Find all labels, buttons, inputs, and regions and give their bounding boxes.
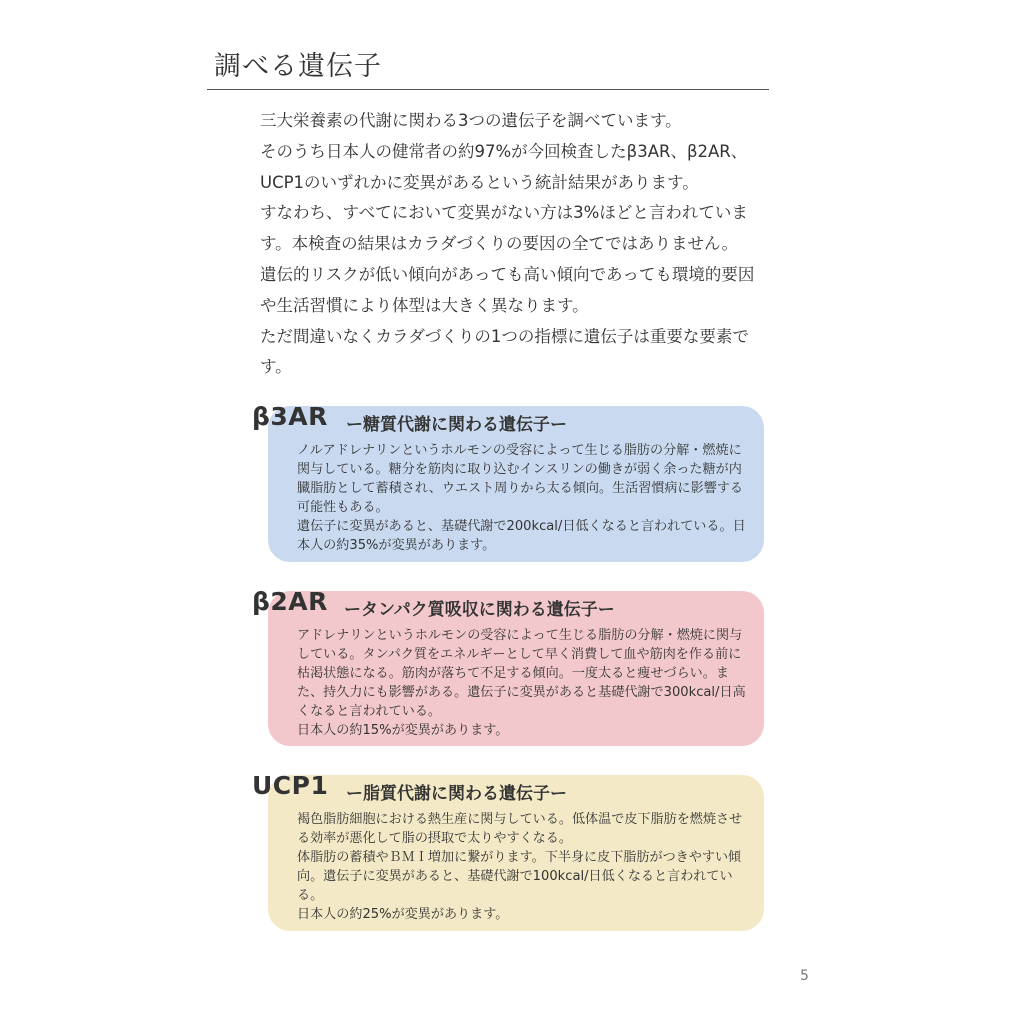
page-number: 5 <box>800 968 809 984</box>
page-title: 調べる遺伝子 <box>214 51 382 82</box>
intro-paragraph: ただ間違いなくカラダづくりの1つの指標に遺伝子は重要な要素です。 <box>260 326 749 377</box>
gene-code-b2ar: β2AR <box>252 587 328 616</box>
gene-description: 遺伝子に変異があると、基礎代謝で200kcal/日低くなると言われている。日本人の約35%が変異があります。 <box>297 519 746 553</box>
gene-subtitle-b2ar: ータンパク質吸収に関わる遺伝子ー <box>344 600 615 620</box>
intro-text <box>260 106 770 383</box>
gene-description: 日本人の約25%が変異があります。 <box>297 907 509 922</box>
gene-card-body <box>297 626 749 740</box>
intro-paragraph: すなわち、すべてにおいて変異がない方は3%ほどと言われています。本検査の結果はカラダづくりの要因の全てではありません。 <box>260 203 748 254</box>
gene-description: 日本人の約15%が変異があります。 <box>297 723 509 738</box>
gene-code-ucp1: UCP1 <box>252 771 329 800</box>
gene-description: 体脂肪の蓄積やＢＭＩ増加に繋がります。下半身に皮下脂肪がつきやすい傾向。遺伝子に変異があると、基礎代謝で100kcal/日低くなると言われている。 <box>297 850 742 903</box>
gene-description: ノルアドレナリンというホルモンの受容によって生じる脂肪の分解・燃焼に関与している。糖分を筋肉に取り込むインスリンの働きが弱く余った糖が内臓脂肪として蓄積され、ウエスト周りから太る傾向。生活習慣病に影響する可能性もある。 <box>297 443 743 515</box>
gene-code-b3ar: β3AR <box>252 402 328 431</box>
gene-description: 褐色脂肪細胞における熱生産に関与している。低体温で皮下脂肪を燃焼させる効率が悪化して脂の摂取で太りやすくなる。 <box>297 812 743 846</box>
title-divider <box>207 89 769 90</box>
gene-card-body <box>297 441 749 555</box>
intro-paragraph: そのうち日本人の健常者の約97%が今回検査したβ3AR、β2AR、UCP1のいずれかに変異があるという統計結果があります。 <box>260 141 748 192</box>
gene-card-body <box>297 810 749 924</box>
gene-description: アドレナリンというホルモンの受容によって生じる脂肪の分解・燃焼に関与している。タンパク質をエネルギーとして早く消費して血や筋肉を作る前に枯渇状態になる。筋肉が落ちて不足する傾向。一度太ると痩せづらい。また、持久力にも影響がある。遺伝子に変異があると基礎代謝で300kcal/日高くなると言われている。 <box>297 628 746 719</box>
gene-subtitle-ucp1: ー脂質代謝に関わる遺伝子ー <box>346 784 567 804</box>
gene-subtitle-b3ar: ー糖質代謝に関わる遺伝子ー <box>346 415 567 435</box>
intro-paragraph: 遺伝的リスクが低い傾向があっても高い傾向であっても環境的要因や生活習慣により体型は大きく異なります。 <box>260 264 755 315</box>
intro-paragraph: 三大栄養素の代謝に関わる3つの遺伝子を調べています。 <box>260 111 682 130</box>
